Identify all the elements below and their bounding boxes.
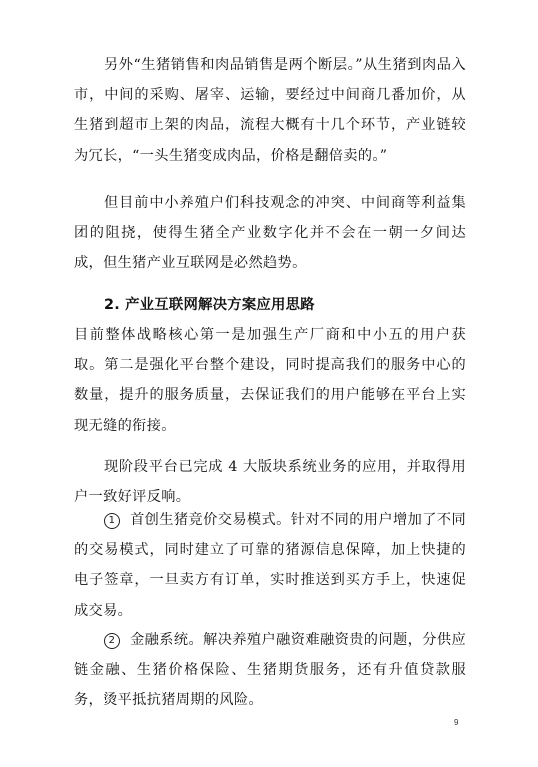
list-item-text: 金融系统。解决养殖户融资难融资贵的问题，分供应链金融、生猪价格保险、生猪期货服务，还有升值贷款服务，烫平抵抗猪周期的风险。	[74, 632, 466, 709]
body-paragraph-platform: 现阶段平台已完成 4 大版块系统业务的应用，并取得用户一致好评反响。	[74, 459, 466, 506]
page-number: 9	[454, 718, 459, 727]
body-paragraph-middlemen: 另外“生猪销售和肉品销售是两个断层。”从生猪到肉品入市，中间的采购、屠宰、运输，要经过中间商几番加价，从生猪到超市上架的肉品，流程大概有十几个环节，产业链较为冗长，“一头生猪变成肉品，价格是翻倍卖的。”	[74, 57, 466, 164]
list-item-finance	[74, 625, 466, 716]
circled-number-marker: 2	[104, 633, 120, 649]
section-heading: 2. 产业互联网解决方案应用思路	[104, 297, 315, 313]
list-item-bidding	[74, 505, 466, 626]
circled-number-marker: 1	[104, 513, 120, 529]
body-paragraph-trend: 但目前中小养殖户们科技观念的冲突、中间商等利益集团的阻挠，使得生猪全产业数字化并不会在一朝一夕间达成，但生猪产业互联网是必然趋势。	[74, 195, 466, 272]
body-paragraph-strategy: 目前整体战略核心第一是加强生产厂商和中小五的用户获取。第二是强化平台整个建设，同时提高我们的服务中心的数量，提升的服务质量，去保证我们的用户能够在平台上实现无缝的衔接。	[74, 327, 466, 434]
list-item-text: 首创生猪竞价交易模式。针对不同的用户增加了不同的交易模式，同时建立了可靠的猪源信息保障，加上快捷的电子签章，一旦卖方有订单，实时推送到买方手上，快速促成交易。	[74, 512, 466, 619]
